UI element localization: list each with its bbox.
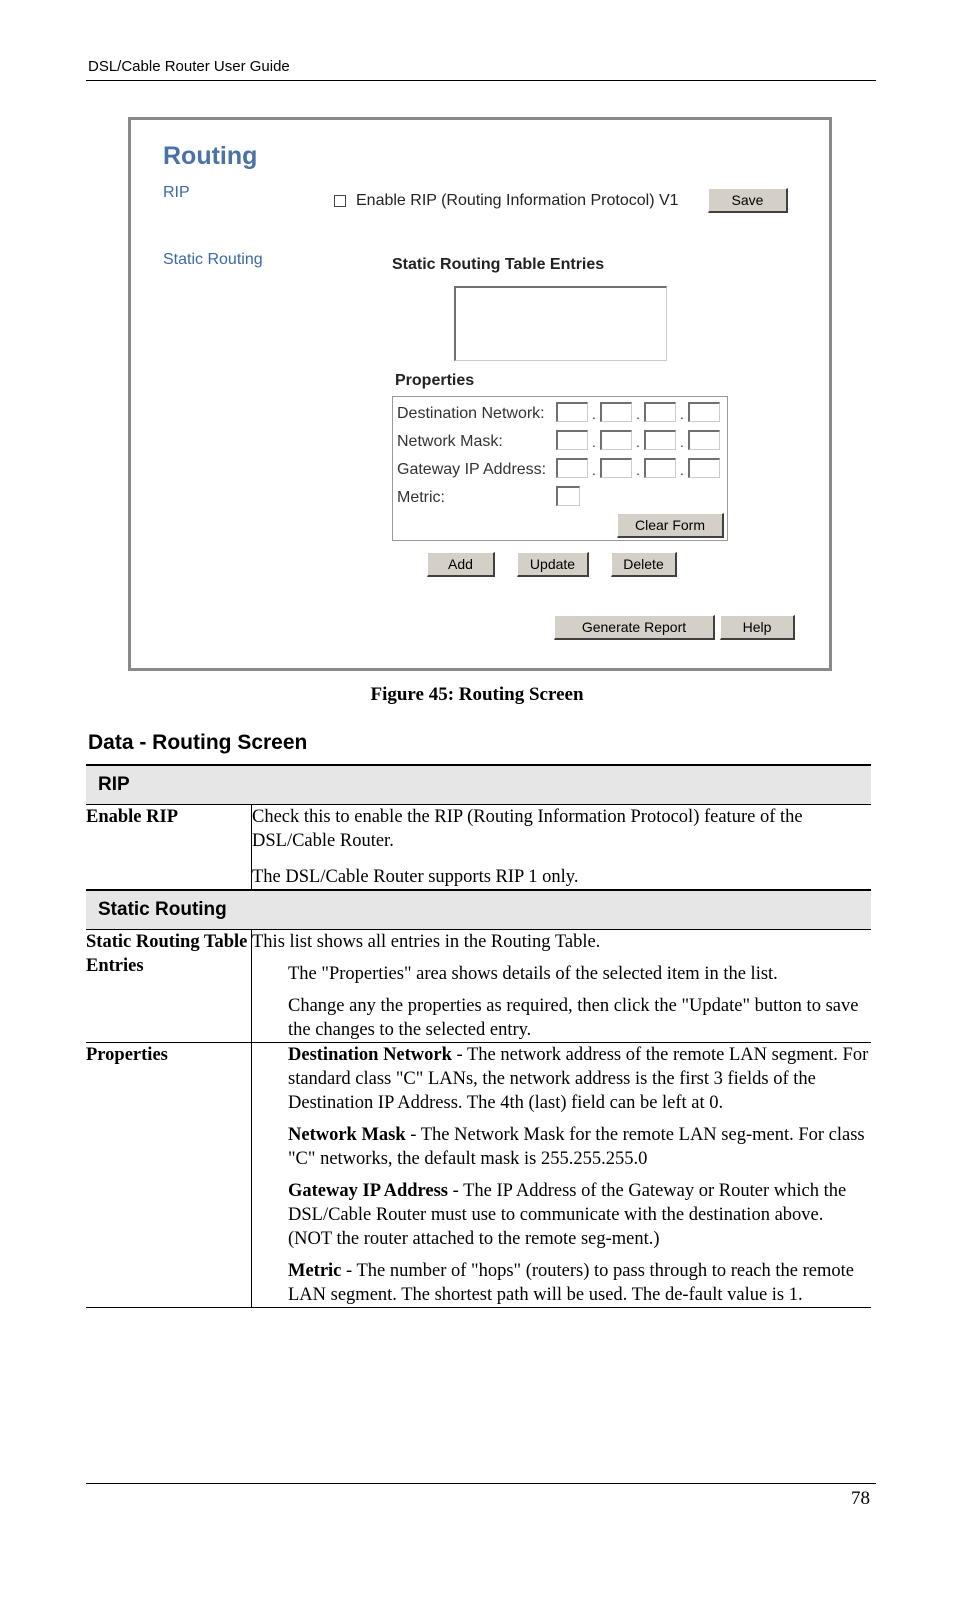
update-label: Update — [529, 556, 576, 572]
save-button[interactable] — [708, 188, 788, 213]
desc-enable-rip — [252, 805, 872, 891]
ip-dot: . — [680, 406, 684, 422]
ip-dot: . — [592, 434, 596, 450]
desc-paragraph: The DSL/Cable Router supports RIP 1 only. — [252, 867, 579, 887]
header-rule — [86, 80, 876, 81]
destination-network-label: Destination Network: — [397, 405, 545, 422]
table-row — [86, 1043, 871, 1308]
mask-octet-2[interactable] — [600, 430, 632, 450]
gateway-octet-3[interactable] — [644, 458, 676, 478]
generate-report-button[interactable] — [554, 615, 715, 640]
help-button[interactable] — [720, 615, 795, 640]
desc-properties — [252, 1043, 872, 1308]
nav-link-rip[interactable]: RIP — [163, 184, 190, 201]
ip-dot: . — [592, 462, 596, 478]
ip-dot: . — [636, 462, 640, 478]
ip-dot: . — [592, 406, 596, 422]
network-mask-label: Network Mask: — [397, 433, 503, 450]
table-entries-label: Static Routing Table Entries — [392, 256, 605, 273]
add-label: Add — [448, 556, 473, 572]
desc-paragraph: Check this to enable the RIP (Routing Information Protocol) feature of the DSL/Cable Router. — [252, 807, 803, 851]
gateway-octet-2[interactable] — [600, 458, 632, 478]
nav-link-static-routing[interactable]: Static Routing — [163, 251, 263, 268]
term-inline: Destination Network — [288, 1045, 452, 1065]
ip-dot: . — [636, 406, 640, 422]
help-label: Help — [742, 619, 772, 635]
desc-paragraph: The "Properties" area shows details of the selected item in the list. — [288, 964, 778, 984]
text-inline: - The network address of the remote LAN segment. For standard class "C" LANs, the network address is the first 3 fields of the Destination IP Address. The 4th (last) field can be left at 0. — [288, 1045, 869, 1113]
routing-table-listbox[interactable] — [454, 286, 667, 361]
gateway-octet-4[interactable] — [688, 458, 720, 478]
term-inline: Network Mask — [288, 1125, 406, 1145]
text-inline: - The number of "hops" (routers) to pass through to reach the remote LAN segment. The shortest path will be used. The de-fault value is 1. — [288, 1261, 854, 1305]
gateway-ip-label: Gateway IP Address: — [397, 461, 547, 478]
table-row — [86, 805, 871, 891]
properties-label: Properties — [395, 372, 475, 389]
clear-form-label: Clear Form — [634, 517, 705, 533]
text-inline: - The IP Address of the Gateway or Router which the DSL/Cable Router must use to communicate with the destination above. (NOT the router attached to the remote seg-ment.) — [288, 1181, 847, 1249]
table-section-row — [86, 890, 871, 930]
desc-paragraph — [252, 1259, 871, 1307]
clear-form-button[interactable] — [617, 513, 724, 538]
ip-dot: . — [636, 434, 640, 450]
enable-rip-label: Enable RIP (Routing Information Protocol) V1 — [356, 192, 679, 209]
mask-octet-1[interactable] — [556, 430, 588, 450]
page-number: 78 — [851, 1488, 870, 1509]
screen-title: Routing — [163, 142, 258, 170]
term-table-entries: Static Routing Table Entries — [86, 930, 252, 1043]
term-inline: Metric — [288, 1261, 342, 1281]
enable-rip-checkbox[interactable] — [334, 195, 346, 207]
footer-rule — [86, 1483, 876, 1484]
desc-paragraph — [252, 1179, 871, 1251]
metric-label: Metric: — [397, 489, 445, 506]
delete-button[interactable] — [611, 552, 677, 577]
update-button[interactable] — [517, 552, 589, 577]
figure-caption: Figure 45: Routing Screen — [370, 684, 584, 705]
desc-table-entries — [252, 930, 872, 1043]
save-button-label: Save — [731, 192, 764, 208]
mask-octet-3[interactable] — [644, 430, 676, 450]
delete-label: Delete — [623, 556, 664, 572]
desc-paragraph — [252, 1123, 871, 1171]
data-table — [86, 764, 871, 1308]
section-static-routing: Static Routing — [86, 890, 871, 930]
term-properties: Properties — [86, 1043, 252, 1308]
ip-dot: . — [680, 462, 684, 478]
term-inline: Gateway IP Address — [288, 1181, 449, 1201]
destination-octet-2[interactable] — [600, 402, 632, 422]
routing-screenshot — [128, 117, 832, 671]
section-rip: RIP — [86, 765, 871, 805]
term-enable-rip: Enable RIP — [86, 805, 252, 891]
destination-octet-4[interactable] — [688, 402, 720, 422]
mask-octet-4[interactable] — [688, 430, 720, 450]
section-heading: Data - Routing Screen — [88, 731, 308, 754]
destination-octet-1[interactable] — [556, 402, 588, 422]
running-header: DSL/Cable Router User Guide — [88, 58, 290, 75]
ip-dot: . — [680, 434, 684, 450]
gateway-octet-1[interactable] — [556, 458, 588, 478]
destination-octet-3[interactable] — [644, 402, 676, 422]
properties-box — [392, 396, 728, 541]
table-row — [86, 930, 871, 1043]
desc-paragraph: This list shows all entries in the Routing Table. — [252, 932, 601, 952]
desc-paragraph — [252, 1043, 871, 1115]
text-inline: - The Network Mask for the remote LAN seg-ment. For class "C" networks, the default mask is 255.255.255.0 — [288, 1125, 865, 1169]
generate-report-label: Generate Report — [581, 619, 687, 635]
table-section-row — [86, 765, 871, 805]
desc-paragraph: Change any the properties as required, then click the "Update" button to save the changes to the selected entry. — [288, 996, 859, 1040]
enable-rip-row — [334, 192, 679, 210]
metric-input[interactable] — [556, 486, 580, 506]
add-button[interactable] — [427, 552, 495, 577]
